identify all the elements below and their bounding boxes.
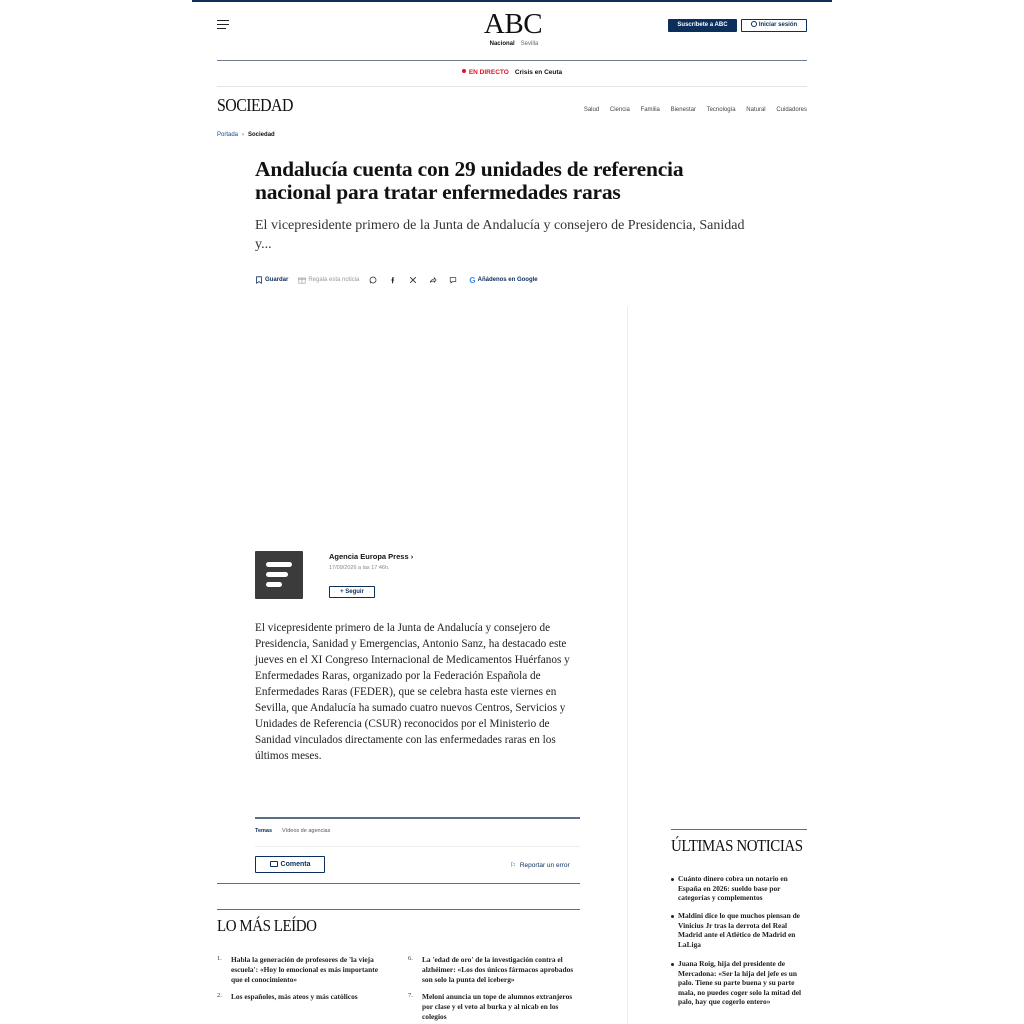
- section-nav-ciencia[interactable]: Ciencia: [609, 107, 630, 113]
- ultimas-item[interactable]: Cuánto dinero cobra un notario en España en 2026: sueldo base por categorías y complementos: [678, 874, 788, 903]
- tags-row: [255, 828, 330, 834]
- bookmark-plus-icon: [255, 276, 263, 284]
- comment-icon: [449, 276, 457, 284]
- report-label: Reportar un error: [519, 862, 570, 869]
- article-body: El vicepresidente primero de la Junta de Andalucía y consejero de Presidencia, Sanidad y Emergencias, Antonio Sanz, ha destacado este jueves en el XI Congreso Internacional de Medicamentos Huérfanos y Enfermedades Raras, organizado por la Federación Española de Enfermedades Raras (FEDER), que se celebra hasta este viernes en Sevilla, que Andalucía ha sumado cuatro nuevos Centros, Servicios y Unidades de Referencia (CSUR) reconocidos por el Ministerio de Sanidad vinculados directamente con las enfermedades raras en los últimos meses.: [255, 622, 570, 762]
- ultimas-divider: [671, 829, 807, 830]
- user-icon: [751, 21, 757, 27]
- avatar-line: [266, 572, 288, 577]
- edition-sevilla[interactable]: Sevilla: [520, 41, 539, 47]
- mas-leido-item[interactable]: Meloni anuncia un tope de alumnos extranjeros por clase y el veto al burka y al nicab en los colegios: [422, 992, 573, 1021]
- header-divider: [217, 60, 807, 61]
- list-item-number: 6.: [408, 955, 413, 962]
- share-whatsapp-button[interactable]: [369, 276, 379, 284]
- google-icon: G: [469, 275, 476, 285]
- share-arrow-icon: [429, 276, 437, 284]
- breadcrumb-home[interactable]: Portada: [217, 132, 239, 138]
- mas-leido-divider: [217, 909, 580, 910]
- share-x-button[interactable]: [409, 276, 419, 284]
- tags-divider: [255, 817, 580, 819]
- save-button[interactable]: [255, 276, 288, 284]
- edition-switcher: [479, 41, 549, 47]
- mas-leido-item[interactable]: Habla la generación de profesores de 'la vieja escuela': «Hoy lo emocional es más importante que el conocimiento»: [231, 955, 378, 984]
- list-item-number: 7.: [408, 992, 413, 999]
- tags-label: Temas: [255, 828, 273, 834]
- subscribe-button[interactable]: Suscríbete a ABC: [668, 19, 737, 32]
- top-accent-line: [192, 0, 832, 2]
- list-item-number: 1.: [217, 955, 222, 962]
- section-nav-cuidadores[interactable]: Cuidadores: [776, 107, 807, 113]
- gift-icon: [298, 276, 306, 284]
- tags-bottom-divider: [255, 846, 580, 847]
- live-dot-icon: [462, 69, 466, 73]
- section-title[interactable]: SOCIEDAD: [217, 95, 293, 115]
- ultimas-item[interactable]: Maldini dice lo que muchos piensan de Vinicius Jr tras la derrota del Real Madrid ante el Atlético de Madrid en LaLiga: [678, 911, 800, 949]
- live-topic[interactable]: Crisis en Ceuta: [514, 69, 563, 76]
- flag-icon: ⚐: [510, 862, 516, 869]
- facebook-icon: [389, 276, 397, 284]
- x-twitter-icon: [409, 276, 417, 284]
- comment-label: Comenta: [280, 861, 311, 868]
- live-divider: [217, 86, 807, 87]
- section-nav-natural[interactable]: Natural: [746, 107, 766, 113]
- gift-label: Regala esta noticia: [308, 277, 360, 283]
- google-label: Añádenos en Google: [477, 277, 538, 283]
- avatar-line: [266, 582, 282, 587]
- login-button[interactable]: [741, 19, 807, 32]
- share-facebook-button[interactable]: [389, 276, 399, 284]
- mas-leido-item[interactable]: La 'edad de oro' de la investigación contra el alzhéimer: «Los dos únicos fármacos aprobados son solo la punta del iceberg»: [422, 955, 574, 984]
- whatsapp-icon: [369, 276, 377, 284]
- section-nav-tecnologia[interactable]: Tecnología: [706, 107, 736, 113]
- abc-logo[interactable]: ABC: [483, 8, 543, 40]
- masthead: [217, 6, 807, 60]
- author-avatar[interactable]: [255, 551, 303, 599]
- ultimas-noticias-title: ÚLTIMAS NOTICIAS: [671, 836, 803, 855]
- section-nav: [575, 107, 807, 113]
- bullet-icon: [671, 915, 674, 918]
- list-item-number: 2.: [217, 992, 222, 999]
- ultimas-item[interactable]: Juana Roig, hija del presidente de Mercadona: «Ser la hija del jefe es un palo. Tiene su parte buena y su parte mala, no puedes coger solo la mitad del palo, hay que cogerlo entero»: [678, 959, 802, 1007]
- save-label: Guardar: [265, 277, 289, 283]
- share-forward-button[interactable]: [429, 276, 439, 284]
- breadcrumb-separator: ›: [242, 132, 245, 138]
- live-banner[interactable]: [217, 69, 807, 76]
- avatar-line: [266, 562, 292, 567]
- publish-date: 17/09/2026 a las 17:46h.: [329, 565, 390, 571]
- comment-button[interactable]: [255, 856, 325, 873]
- breadcrumb: [217, 132, 275, 138]
- article-end-divider: [217, 883, 580, 884]
- article-subtitle: El vicepresidente primero de la Junta de Andalucía y consejero de Presidencia, Sanidad y...: [255, 218, 745, 252]
- comment-count-button[interactable]: [449, 276, 459, 284]
- report-error-link[interactable]: [510, 861, 570, 869]
- section-nav-familia[interactable]: Familia: [640, 107, 660, 113]
- follow-button[interactable]: + Seguir: [329, 586, 375, 598]
- section-nav-bienestar[interactable]: Bienestar: [670, 107, 696, 113]
- comment-icon: [270, 861, 278, 867]
- live-tag: EN DIRECTO: [468, 69, 509, 76]
- mas-leido-item[interactable]: Los españoles, más ateos y más católicos: [231, 992, 358, 1001]
- article-headline: Andalucía cuenta con 29 unidades de referencia nacional para tratar enfermedades raras: [255, 157, 684, 204]
- tag-videos-agencias[interactable]: Vídeos de agencias: [282, 828, 331, 834]
- gift-button[interactable]: [298, 276, 359, 284]
- bullet-icon: [671, 963, 674, 966]
- hamburger-menu-icon[interactable]: [217, 20, 229, 30]
- column-divider: [627, 307, 628, 1024]
- author-name[interactable]: Agencia Europa Press ›: [329, 552, 414, 561]
- mas-leido-title: LO MÁS LEÍDO: [217, 916, 317, 935]
- edition-nacional[interactable]: Nacional: [489, 41, 515, 47]
- share-bar: [255, 274, 548, 286]
- add-google-button[interactable]: [469, 276, 537, 285]
- login-label: Iniciar sesión: [758, 22, 798, 28]
- bullet-icon: [671, 878, 674, 881]
- breadcrumb-current: Sociedad: [248, 132, 275, 138]
- section-nav-salud[interactable]: Salud: [583, 107, 600, 113]
